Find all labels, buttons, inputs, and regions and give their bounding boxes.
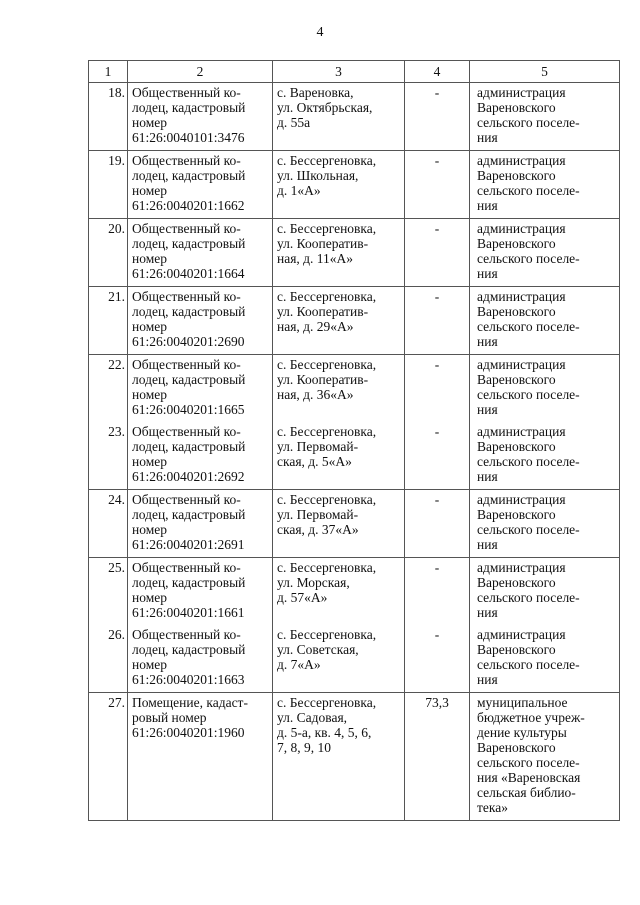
address-cell-line: с. Бессергеновка, bbox=[277, 289, 377, 304]
area-cell: - bbox=[405, 558, 470, 626]
object-cell-line: Общественный ко- bbox=[132, 289, 241, 304]
address-cell bbox=[273, 422, 405, 490]
holder-cell-line: сельского поселе- bbox=[477, 319, 580, 334]
address-cell-line: д. 55а bbox=[277, 115, 311, 130]
address-cell-line: ул. Первомай- bbox=[277, 439, 359, 454]
holder-cell bbox=[470, 151, 620, 219]
area-cell: - bbox=[405, 355, 470, 423]
holder-cell bbox=[470, 693, 620, 821]
address-cell-line: ул. Первомай- bbox=[277, 507, 359, 522]
address-cell-line: с. Бессергеновка, bbox=[277, 627, 377, 642]
address-cell-line: с. Бессергеновка, bbox=[277, 153, 377, 168]
object-cell-line: лодец, кадастровый bbox=[132, 372, 246, 387]
address-cell-line: ул. Морская, bbox=[277, 575, 350, 590]
object-cell-line: Общественный ко- bbox=[132, 492, 241, 507]
holder-cell-line: бюджетное учреж- bbox=[477, 710, 585, 725]
holder-cell-line: муниципальное bbox=[477, 695, 568, 710]
address-cell-line: с. Бессергеновка, bbox=[277, 695, 377, 710]
object-cell-line: лодец, кадастровый bbox=[132, 575, 246, 590]
table-row bbox=[89, 693, 620, 821]
address-cell-line: ная, д. 29«А» bbox=[277, 319, 354, 334]
object-cell-line: Общественный ко- bbox=[132, 424, 241, 439]
object-cell-line: ровый номер bbox=[132, 710, 207, 725]
object-cell-line: 61:26:0040201:2691 bbox=[132, 537, 245, 552]
table-row bbox=[89, 83, 620, 151]
holder-cell-line: ния bbox=[477, 537, 498, 552]
object-cell-line: лодец, кадастровый bbox=[132, 304, 246, 319]
holder-cell bbox=[470, 625, 620, 693]
table-row bbox=[89, 151, 620, 219]
holder-cell-line: администрация bbox=[477, 492, 566, 507]
object-cell-line: лодец, кадастровый bbox=[132, 439, 246, 454]
object-cell-line: Общественный ко- bbox=[132, 221, 241, 236]
area-cell: - bbox=[405, 490, 470, 558]
holder-cell-line: Вареновского bbox=[477, 642, 556, 657]
address-cell-line: д. 7«А» bbox=[277, 657, 321, 672]
holder-cell bbox=[470, 558, 620, 626]
object-cell-line: лодец, кадастровый bbox=[132, 236, 246, 251]
address-cell-line: ская, д. 5«А» bbox=[277, 454, 352, 469]
object-cell-line: Общественный ко- bbox=[132, 627, 241, 642]
object-cell-line: Общественный ко- bbox=[132, 560, 241, 575]
table-row bbox=[89, 558, 620, 626]
object-cell-line: 61:26:0040201:2690 bbox=[132, 334, 245, 349]
holder-cell-line: администрация bbox=[477, 424, 566, 439]
holder-cell-line: администрация bbox=[477, 153, 566, 168]
address-cell-line: с. Бессергеновка, bbox=[277, 424, 377, 439]
row-number: 27. bbox=[89, 693, 128, 821]
holder-cell bbox=[470, 490, 620, 558]
address-cell-line: 7, 8, 9, 10 bbox=[277, 740, 331, 755]
area-cell: 73,3 bbox=[405, 693, 470, 821]
address-cell bbox=[273, 558, 405, 626]
area-cell: - bbox=[405, 422, 470, 490]
table-row bbox=[89, 355, 620, 423]
area-cell: - bbox=[405, 625, 470, 693]
object-cell bbox=[128, 355, 273, 423]
address-cell bbox=[273, 83, 405, 151]
address-cell bbox=[273, 490, 405, 558]
header-col-4: 4 bbox=[405, 61, 470, 83]
address-cell bbox=[273, 287, 405, 355]
holder-cell-line: ния «Вареновская bbox=[477, 770, 581, 785]
property-table bbox=[88, 60, 620, 821]
object-cell-line: 61:26:0040201:1665 bbox=[132, 402, 245, 417]
holder-cell bbox=[470, 422, 620, 490]
holder-cell-line: сельского поселе- bbox=[477, 522, 580, 537]
object-cell-line: 61:26:0040101:3476 bbox=[132, 130, 245, 145]
holder-cell-line: ния bbox=[477, 672, 498, 687]
holder-cell-line: тека» bbox=[477, 800, 508, 815]
holder-cell-line: Вареновского bbox=[477, 168, 556, 183]
row-number: 22. bbox=[89, 355, 128, 423]
object-cell bbox=[128, 83, 273, 151]
table-header-row bbox=[89, 61, 620, 83]
object-cell-line: номер bbox=[132, 115, 168, 130]
address-cell-line: ул. Кооператив- bbox=[277, 304, 369, 319]
holder-cell bbox=[470, 83, 620, 151]
address-cell-line: с. Вареновка, bbox=[277, 85, 354, 100]
holder-cell-line: Вареновского bbox=[477, 507, 556, 522]
table-row bbox=[89, 625, 620, 693]
object-cell-line: лодец, кадастровый bbox=[132, 100, 246, 115]
object-cell-line: Общественный ко- bbox=[132, 153, 241, 168]
address-cell bbox=[273, 625, 405, 693]
object-cell bbox=[128, 422, 273, 490]
header-col-5: 5 bbox=[470, 61, 620, 83]
object-cell-line: номер bbox=[132, 590, 168, 605]
object-cell-line: Общественный ко- bbox=[132, 357, 241, 372]
row-number: 21. bbox=[89, 287, 128, 355]
address-cell-line: ная, д. 11«А» bbox=[277, 251, 354, 266]
object-cell bbox=[128, 558, 273, 626]
area-cell: - bbox=[405, 151, 470, 219]
object-cell-line: лодец, кадастровый bbox=[132, 168, 246, 183]
address-cell bbox=[273, 693, 405, 821]
object-cell-line: номер bbox=[132, 319, 168, 334]
address-cell-line: ул. Октябрьская, bbox=[277, 100, 373, 115]
holder-cell-line: Вареновского bbox=[477, 372, 556, 387]
object-cell bbox=[128, 693, 273, 821]
table-row bbox=[89, 422, 620, 490]
table-row bbox=[89, 287, 620, 355]
row-number: 25. bbox=[89, 558, 128, 626]
holder-cell-line: администрация bbox=[477, 627, 566, 642]
holder-cell-line: ния bbox=[477, 402, 498, 417]
holder-cell-line: Вареновского bbox=[477, 236, 556, 251]
page-number: 4 bbox=[316, 25, 324, 40]
holder-cell-line: ния bbox=[477, 198, 498, 213]
holder-cell-line: ния bbox=[477, 469, 498, 484]
object-cell bbox=[128, 287, 273, 355]
holder-cell-line: сельского поселе- bbox=[477, 387, 580, 402]
object-cell-line: 61:26:0040201:1662 bbox=[132, 198, 245, 213]
address-cell bbox=[273, 151, 405, 219]
object-cell-line: Помещение, кадаст- bbox=[132, 695, 248, 710]
holder-cell-line: ния bbox=[477, 334, 498, 349]
holder-cell-line: администрация bbox=[477, 85, 566, 100]
object-cell-line: 61:26:0040201:1960 bbox=[132, 725, 245, 740]
holder-cell-line: Вареновского bbox=[477, 304, 556, 319]
address-cell-line: ул. Советская, bbox=[277, 642, 359, 657]
object-cell-line: 61:26:0040201:1663 bbox=[132, 672, 245, 687]
row-number: 18. bbox=[89, 83, 128, 151]
holder-cell-line: сельского поселе- bbox=[477, 755, 580, 770]
address-cell-line: с. Бессергеновка, bbox=[277, 560, 377, 575]
holder-cell-line: ния bbox=[477, 130, 498, 145]
holder-cell-line: сельская библио- bbox=[477, 785, 576, 800]
row-number: 20. bbox=[89, 219, 128, 287]
holder-cell-line: сельского поселе- bbox=[477, 590, 580, 605]
object-cell bbox=[128, 625, 273, 693]
object-cell-line: 61:26:0040201:2692 bbox=[132, 469, 245, 484]
object-cell-line: лодец, кадастровый bbox=[132, 507, 246, 522]
holder-cell-line: администрация bbox=[477, 357, 566, 372]
holder-cell-line: Вареновского bbox=[477, 100, 556, 115]
address-cell-line: ская, д. 37«А» bbox=[277, 522, 359, 537]
holder-cell-line: ния bbox=[477, 605, 498, 620]
holder-cell-line: администрация bbox=[477, 289, 566, 304]
address-cell-line: с. Бессергеновка, bbox=[277, 492, 377, 507]
address-cell-line: ная, д. 36«А» bbox=[277, 387, 354, 402]
object-cell-line: номер bbox=[132, 251, 168, 266]
header-col-3: 3 bbox=[273, 61, 405, 83]
address-cell-line: с. Бессергеновка, bbox=[277, 221, 377, 236]
holder-cell-line: дение культуры bbox=[477, 725, 567, 740]
table-row bbox=[89, 219, 620, 287]
holder-cell-line: сельского поселе- bbox=[477, 657, 580, 672]
holder-cell-line: Вареновского bbox=[477, 740, 556, 755]
header-col-2: 2 bbox=[128, 61, 273, 83]
object-cell bbox=[128, 151, 273, 219]
holder-cell-line: сельского поселе- bbox=[477, 115, 580, 130]
holder-cell-line: сельского поселе- bbox=[477, 251, 580, 266]
holder-cell-line: ния bbox=[477, 266, 498, 281]
address-cell-line: д. 57«А» bbox=[277, 590, 328, 605]
holder-cell bbox=[470, 287, 620, 355]
object-cell-line: лодец, кадастровый bbox=[132, 642, 246, 657]
area-cell: - bbox=[405, 83, 470, 151]
holder-cell-line: Вареновского bbox=[477, 439, 556, 454]
address-cell-line: ул. Садовая, bbox=[277, 710, 348, 725]
object-cell-line: номер bbox=[132, 454, 168, 469]
object-cell-line: номер bbox=[132, 183, 168, 198]
object-cell-line: номер bbox=[132, 657, 168, 672]
object-cell-line: номер bbox=[132, 522, 168, 537]
header-col-1: 1 bbox=[89, 61, 128, 83]
holder-cell-line: сельского поселе- bbox=[477, 454, 580, 469]
object-cell-line: номер bbox=[132, 387, 168, 402]
address-cell bbox=[273, 355, 405, 423]
object-cell bbox=[128, 219, 273, 287]
row-number: 24. bbox=[89, 490, 128, 558]
address-cell-line: д. 5-а, кв. 4, 5, 6, bbox=[277, 725, 372, 740]
table-row bbox=[89, 490, 620, 558]
holder-cell-line: администрация bbox=[477, 221, 566, 236]
holder-cell bbox=[470, 219, 620, 287]
address-cell-line: ул. Кооператив- bbox=[277, 236, 369, 251]
area-cell: - bbox=[405, 287, 470, 355]
holder-cell-line: администрация bbox=[477, 560, 566, 575]
area-cell: - bbox=[405, 219, 470, 287]
row-number: 19. bbox=[89, 151, 128, 219]
address-cell-line: ул. Школьная, bbox=[277, 168, 359, 183]
object-cell-line: Общественный ко- bbox=[132, 85, 241, 100]
object-cell-line: 61:26:0040201:1664 bbox=[132, 266, 245, 281]
object-cell-line: 61:26:0040201:1661 bbox=[132, 605, 245, 620]
address-cell-line: ул. Кооператив- bbox=[277, 372, 369, 387]
address-cell-line: с. Бессергеновка, bbox=[277, 357, 377, 372]
row-number: 26. bbox=[89, 625, 128, 693]
object-cell bbox=[128, 490, 273, 558]
address-cell bbox=[273, 219, 405, 287]
holder-cell bbox=[470, 355, 620, 423]
address-cell-line: д. 1«А» bbox=[277, 183, 321, 198]
holder-cell-line: Вареновского bbox=[477, 575, 556, 590]
holder-cell-line: сельского поселе- bbox=[477, 183, 580, 198]
row-number: 23. bbox=[89, 422, 128, 490]
